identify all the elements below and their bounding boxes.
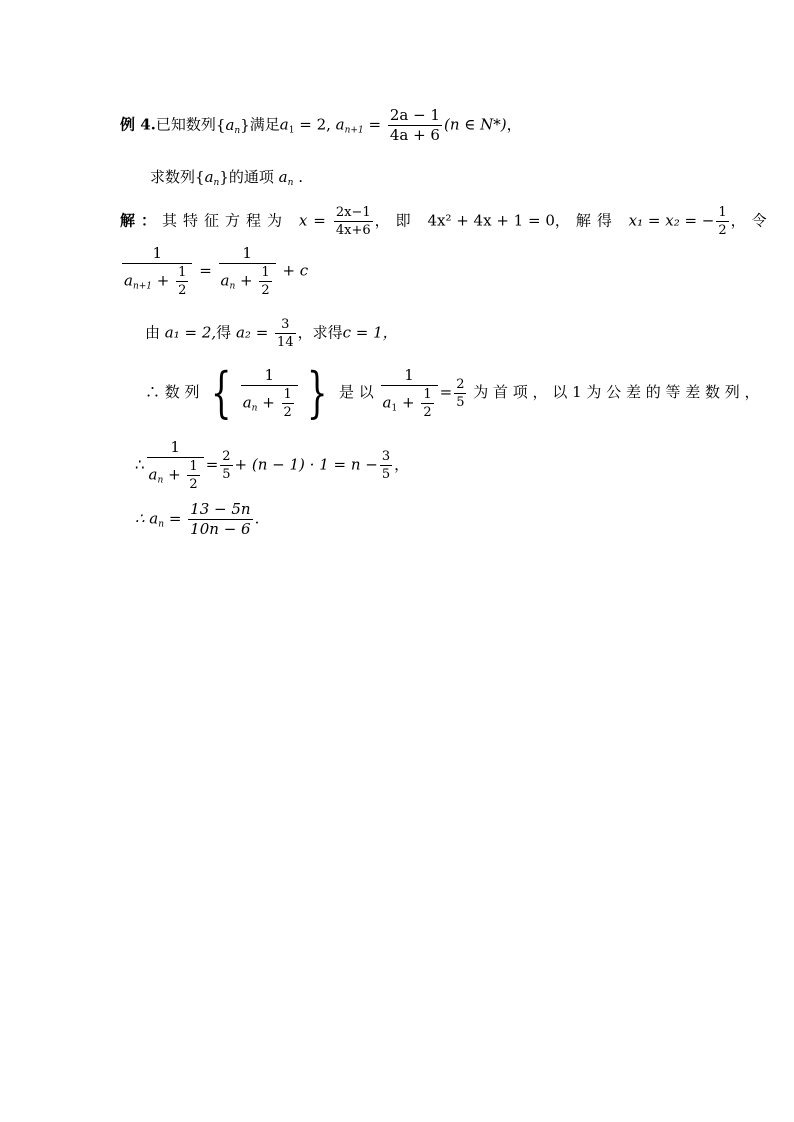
solution-line-1: 解：其特征方程为 x= $\frac{2x-1}{4x+6}$ ，即 4x² + 4x + 1 = 0，解得 x₁ = x₂ = − $\frac{1}{2}$ ，令 xyxy=(120,205,773,238)
substitution-equation: 1 $a_{n+1}$ + $\frac{1}{2}$ = 1 $a_n$ + $\frac{1}{2}$ + c xyxy=(124,244,309,298)
example-statement: 例 4.已知数列$\{a_n\}$满足$a_1 = 2$, $a_{n+1}$ = $\frac{2a - 1}{4a + 6}$ (n ∈ N*)， xyxy=(120,106,522,144)
recurrence-fraction: $\frac{2a - 1}{4a + 6}$ xyxy=(389,106,440,144)
solution-line-3: 由 a₁ = 2,得 a₂ = $\frac{3}{14}$ ，求得c = 1， xyxy=(145,317,398,350)
solution-label: 解： xyxy=(120,211,163,230)
example-label: 例 4. xyxy=(120,115,156,134)
example-question: 求数列$\{a_n\}$的通项 $a_n$ . xyxy=(150,168,303,188)
solution-line-4: ∴ 数 列 { 1 $a_n$ + $\frac{1}{2}$ } 是 以 1 $a_1$ + $\frac{1}{2}$ = $\frac{2}{5}$ 为 首 项 ， 以 1 为 公 差 的 等 差 数 列 ， xyxy=(145,361,760,424)
solution-line-5: ∴ 1 $a_n$ + $\frac{1}{2}$ = $\frac{2}{5}$ + (n − 1) · 1 = n − $\frac{3}{5}$ ， xyxy=(135,438,410,492)
final-answer: ∴ $a_n$ = $\frac{13 - 5n}{10n - 6}$ . xyxy=(135,500,260,538)
characteristic-fraction: $\frac{2x-1}{4x+6}$ xyxy=(335,205,371,238)
